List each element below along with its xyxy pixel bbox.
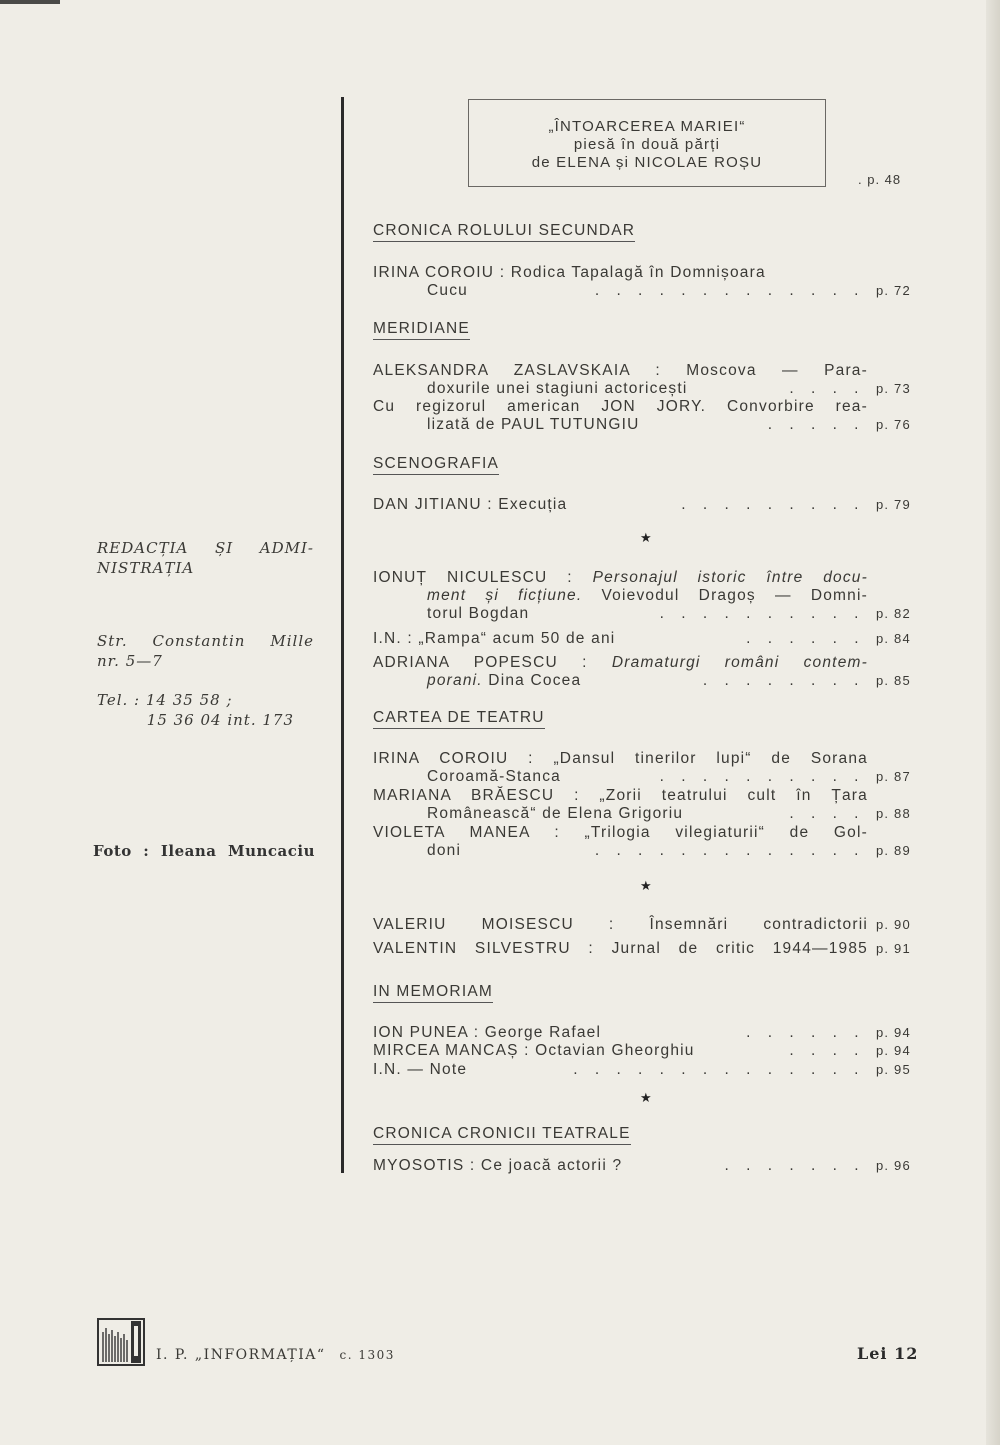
star-separator-icon: ★ bbox=[640, 879, 652, 894]
leader-dots: . . . . . . . . bbox=[702, 672, 865, 689]
page-number: p. 90 bbox=[876, 917, 911, 932]
page-number: p. 91 bbox=[876, 941, 911, 956]
toc-entry-jory[interactable] bbox=[373, 398, 923, 434]
play-page-number: . p. 48 bbox=[858, 172, 902, 187]
publisher-logo-icon bbox=[97, 1318, 145, 1366]
photo-credit: Foto : Ileana Muncaciu bbox=[93, 842, 315, 860]
page-number: p. 73 bbox=[876, 381, 911, 396]
leader-dots: . . . . bbox=[789, 1042, 865, 1059]
entry-line: ION PUNEA : George Rafael bbox=[373, 1024, 602, 1041]
entry-line: doni bbox=[427, 842, 462, 859]
entry-line: ment și ficțiune. Voievodul Dragoș — Domni- bbox=[427, 587, 868, 604]
leader-dots: . . . . . . . . . . . . . . bbox=[573, 1061, 865, 1078]
entry-line: lizată de PAUL TUTUNGIU bbox=[427, 416, 640, 433]
toc-entry-coroiu-1[interactable] bbox=[373, 264, 923, 300]
page-edge bbox=[986, 0, 1000, 1445]
page-number: p. 82 bbox=[876, 606, 911, 621]
toc-entry-zaslavskaia[interactable] bbox=[373, 362, 923, 398]
leader-dots: . . . . . . . bbox=[724, 1157, 865, 1174]
entry-line: MIRCEA MANCAȘ : Octavian Gheorghiu bbox=[373, 1042, 695, 1059]
publisher-imprint bbox=[156, 1347, 395, 1363]
price: Lei 12 bbox=[857, 1344, 919, 1363]
top-edge-mark bbox=[0, 0, 60, 4]
entry-line: torul Bogdan bbox=[427, 605, 530, 622]
leader-dots: . . . . bbox=[789, 805, 865, 822]
page-number: p. 76 bbox=[876, 417, 911, 432]
toc-entry-manea[interactable] bbox=[373, 824, 923, 860]
page-number: p. 89 bbox=[876, 843, 911, 858]
entry-line: I.N. : „Rampa“ acum 50 de ani bbox=[373, 630, 616, 647]
column-divider bbox=[341, 97, 344, 1173]
entry-line: IRINA COROIU : „Dansul tinerilor lupi“ de Sorana bbox=[373, 750, 868, 767]
play-authors: de ELENA și NICOLAE ROȘU bbox=[531, 154, 763, 171]
leader-dots: . . . . bbox=[789, 380, 865, 397]
publisher-name: I. P. „INFORMAȚIA“ bbox=[156, 1347, 326, 1363]
play-title: „ÎNTOARCEREA MARIEI“ bbox=[548, 118, 746, 135]
section-scenografia: SCENOGRAFIA bbox=[373, 455, 499, 475]
toc-entry-rampa[interactable] bbox=[373, 630, 923, 648]
toc-entry-niculescu[interactable] bbox=[373, 569, 923, 623]
toc-entry-coroiu-2[interactable] bbox=[373, 750, 923, 786]
entry-line: ADRIANA POPESCU : Dramaturgi români contem- bbox=[373, 654, 868, 671]
page-number: p. 94 bbox=[876, 1025, 911, 1040]
entry-line: I.N. — Note bbox=[373, 1061, 468, 1078]
entry-line: Cu regizorul american JON JORY. Convorbire rea- bbox=[373, 398, 868, 415]
section-in-memoriam: IN MEMORIAM bbox=[373, 983, 493, 1003]
street-line-2: nr. 5—7 bbox=[97, 652, 163, 670]
print-code: c. 1303 bbox=[339, 1348, 395, 1362]
section-cronica-cronicii: CRONICA CRONICII TEATRALE bbox=[373, 1125, 631, 1145]
entry-line: DAN JITIANU : Execuția bbox=[373, 496, 568, 513]
entry-line: Cucu bbox=[427, 282, 468, 299]
redactia-line-1: REDACȚIA ȘI ADMI- bbox=[97, 539, 314, 557]
entry-line: IONUȚ NICULESCU : Personajul istoric între docu- bbox=[373, 569, 868, 586]
page-number: p. 87 bbox=[876, 769, 911, 784]
tel-line-2: 15 36 04 int. 173 bbox=[146, 711, 294, 729]
entry-line: porani. Dina Cocea bbox=[427, 672, 582, 689]
toc-entry-braescu[interactable] bbox=[373, 787, 923, 823]
entry-line: MYOSOTIS : Ce joacă actorii ? bbox=[373, 1157, 623, 1174]
leader-dots: . . . . . . . . . . bbox=[659, 605, 865, 622]
toc-entry-jitianu[interactable] bbox=[373, 496, 923, 514]
leader-dots: . . . . . . bbox=[746, 630, 865, 647]
featured-play-box[interactable] bbox=[468, 99, 826, 187]
page-number: p. 72 bbox=[876, 283, 911, 298]
entry-line: Românească“ de Elena Grigoriu bbox=[427, 805, 684, 822]
section-cartea-de-teatru: CARTEA DE TEATRU bbox=[373, 709, 545, 729]
entry-line: MARIANA BRĂESCU : „Zorii teatrului cult în Țara bbox=[373, 787, 868, 804]
play-subtitle: piesă în două părți bbox=[573, 136, 721, 153]
street-line-1: Str. Constantin Mille bbox=[97, 632, 314, 650]
leader-dots: . . . . . . . . . . . . . bbox=[594, 842, 865, 859]
page-number: p. 96 bbox=[876, 1158, 911, 1173]
phone-numbers bbox=[97, 690, 314, 730]
entry-line: ALEKSANDRA ZASLAVSKAIA : Moscova — Para- bbox=[373, 362, 868, 379]
toc-entry-myosotis[interactable] bbox=[373, 1157, 923, 1175]
toc-entry-note[interactable] bbox=[373, 1061, 923, 1079]
leader-dots: . . . . . . . . . . bbox=[659, 768, 865, 785]
leader-dots: . . . . . . . . . bbox=[681, 496, 865, 513]
toc-entry-punea[interactable] bbox=[373, 1024, 923, 1042]
page-number: p. 84 bbox=[876, 631, 911, 646]
tel-line-1: Tel. : 14 35 58 ; bbox=[97, 691, 233, 709]
editorial-address-heading bbox=[97, 538, 314, 578]
toc-entry-silvestru[interactable] bbox=[373, 940, 923, 958]
page-number: p. 85 bbox=[876, 673, 911, 688]
page-number: p. 94 bbox=[876, 1043, 911, 1058]
entry-line: doxurile unei stagiuni actoricești bbox=[427, 380, 688, 397]
entry-line: IRINA COROIU : Rodica Tapalagă în Domnișoara bbox=[373, 264, 766, 281]
section-meridiane: MERIDIANE bbox=[373, 320, 470, 340]
redactia-line-2: NISTRAȚIA bbox=[97, 559, 195, 577]
star-separator-icon: ★ bbox=[640, 531, 652, 546]
leader-dots: . . . . . . . . . . . . . bbox=[594, 282, 865, 299]
page-number: p. 79 bbox=[876, 497, 911, 512]
page-number: p. 88 bbox=[876, 806, 911, 821]
entry-line: VALENTIN SILVESTRU : Jurnal de critic 1944—1985 bbox=[373, 940, 868, 957]
street-address bbox=[97, 631, 314, 671]
toc-entry-popescu[interactable] bbox=[373, 654, 923, 690]
entry-line: Coroamă-Stanca bbox=[427, 768, 561, 785]
star-separator-icon: ★ bbox=[640, 1091, 652, 1106]
entry-line: VALERIU MOISESCU : Însemnări contradictorii bbox=[373, 916, 868, 933]
toc-entry-mancas[interactable] bbox=[373, 1042, 923, 1060]
leader-dots: . . . . . bbox=[767, 416, 865, 433]
section-cronica-rolului: CRONICA ROLULUI SECUNDAR bbox=[373, 222, 635, 242]
toc-entry-moisescu[interactable] bbox=[373, 916, 923, 934]
leader-dots: . . . . . . bbox=[746, 1024, 865, 1041]
entry-line: VIOLETA MANEA : „Trilogia vilegiaturii“ de Gol- bbox=[373, 824, 868, 841]
page-number: p. 95 bbox=[876, 1062, 911, 1077]
